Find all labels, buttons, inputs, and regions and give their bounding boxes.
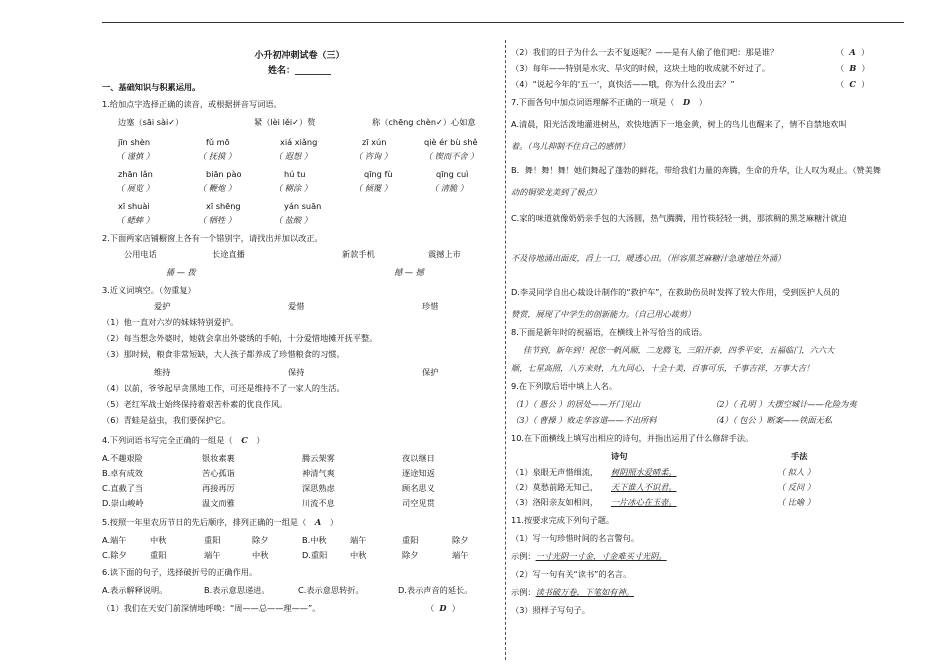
word-option: 爱惜	[288, 301, 305, 311]
answer-box: （ 盐酸 ）	[274, 215, 312, 225]
rhetoric-answer: （ 反问 ）	[777, 482, 815, 492]
shop-sign: 公用电话	[124, 249, 157, 259]
q5-close: ）	[329, 517, 339, 527]
q7-option-c-cont: 不及待地涌出面皮，舀上一口，暖透心田。（形容黑芝麻糖汁急速地往外涌）	[511, 253, 786, 263]
pinyin: xī shuài	[118, 201, 150, 211]
q6-answer-box: （ C ）	[836, 79, 870, 89]
q7-option-d: D.李灵同学自出心裁设计制作的“救护车”，在救助伤员时发挥了较大作用，受到医护人员的	[511, 287, 840, 297]
q3-sentence: （1）他一直对六岁的妹妹特别爱护。	[102, 317, 239, 327]
q7-close: ）	[698, 97, 707, 107]
answer-box: （ 咨询 ）	[354, 151, 392, 161]
q4-option-cell: 银妆素裹	[202, 453, 235, 463]
q2-stem: 2.下面两家店铺橱窗上各有一个错别字，请找出并加以改正。	[102, 233, 323, 243]
q9-item: （1）（ 愚公 ）的居处——开门见山	[511, 399, 641, 409]
q6-stem: 6.读下面的句子，选择破折号的正确作用。	[102, 567, 258, 577]
q6-option: A.表示解释说明。	[102, 585, 168, 595]
q6-sentence: （1）我们在天安门前深情地呼唤：“周——总——理——”。	[102, 603, 321, 613]
q4-stem	[102, 434, 265, 446]
pinyin: zī xún	[362, 137, 387, 147]
answer-box: （ 锲而不舍 ）	[424, 151, 479, 161]
answer-box: （ 谨慎 ）	[116, 151, 154, 161]
answer-box: （ 倾覆 ）	[354, 183, 392, 193]
q6-answer-box: （ B ）	[836, 63, 870, 73]
q9-item: （2）（ 孔明 ）大摆空城计——化险为夷	[711, 399, 857, 409]
q4-stem-text: 4.下列词语书写完全正确的一组是（	[102, 435, 233, 445]
pinyin: biān pào	[206, 169, 242, 179]
q6-answer: C	[849, 79, 856, 89]
q9-stem: 9.在下列歇后语中填上人名。	[511, 381, 618, 391]
q7-stem-text: 7.下面各句中加点词语理解不正确的一项是（	[511, 97, 675, 107]
q5-option-cell: 重阳	[150, 550, 167, 560]
answer-box: （ 展览 ）	[116, 183, 154, 193]
q4-option-cell: 温文而雅	[202, 498, 235, 508]
q5-stem	[102, 516, 338, 528]
top-rule	[102, 22, 904, 23]
pinyin: xiá xiǎng	[280, 137, 318, 147]
poem-answer: 一片冰心在玉壶。	[611, 497, 677, 507]
q6-answer: A	[849, 47, 856, 57]
example-answer: 读书破万卷，下笔如有神。	[535, 587, 634, 597]
example-label: 示例：	[511, 551, 536, 561]
answer-box: （ 鞭炮 ）	[198, 183, 236, 193]
q3-sentence: （5）老红军战士始终保持着艰苦朴素的优良作风。	[102, 399, 288, 409]
pinyin: qīng fù	[364, 169, 393, 179]
correction: 播 — 拨	[166, 267, 196, 277]
q11-example	[511, 550, 667, 562]
q4-option-cell: B.卓有成效	[102, 468, 143, 478]
poem-prompt: （3）洛阳亲友如相问，	[511, 497, 599, 507]
q6-sentence: （4）“说起今年的‘五一’，真快活——哦，你为什么没出去？”	[511, 79, 735, 89]
q7-option-b-cont: 动的铜梁龙美到了极点）	[511, 187, 602, 197]
q3-sentence: （3）那时候，粮食非常短缺，大人孩子都养成了珍惜粮食的习惯。	[102, 349, 345, 359]
q5-option-cell: 中秋	[350, 550, 367, 560]
q1-item: 边塞（sāi sài✓）	[118, 117, 184, 127]
q4-option-cell: A.不趣艰险	[102, 453, 143, 463]
q6-answer: D	[439, 603, 447, 613]
q6-answer: B	[849, 63, 857, 73]
page-title: 小升初冲刺试卷（三）	[254, 51, 345, 61]
q11-task: （3）照样子写句子。	[511, 605, 590, 615]
q10-stem: 10.在下面横线上填写出相应的诗句，并指出运用了什么修辞手法。	[511, 433, 754, 443]
poem-answer: 天下谁人不识君。	[611, 482, 677, 492]
q3-sentence: （6）青蛙是益虫，我们要保护它。	[102, 415, 231, 425]
q4-option-cell: 神清气爽	[302, 468, 335, 478]
q1-stem: 1.给加点字选择正确的读音，或根据拼音写词语。	[102, 99, 282, 109]
example-answer: 一寸光阴一寸金，寸金难买寸光阴。	[535, 551, 667, 561]
answer-box: （ 遐想 ）	[274, 151, 312, 161]
q4-option-cell: 顾名思义	[402, 483, 435, 493]
q7-option-b: B．舞！舞！舞！她们舞起了蓬勃的鲜花，带给我们力量的奔腾，生命的升华，让人叹为观止。（赞美舞	[511, 165, 881, 175]
example-label: 示例：	[511, 587, 536, 597]
rhetoric-answer: （ 拟人 ）	[777, 467, 815, 477]
answer-box: （ 蟋蟀 ）	[116, 215, 154, 225]
q4-option-cell: 深思熟虑	[302, 483, 335, 493]
answer-box: （ 抚摸 ）	[198, 151, 236, 161]
answer-box: （ 糊涂 ）	[274, 183, 312, 193]
q7-option-a: A.清晨，阳光活泼地灌进树丛，欢快地洒下一地金黄，树上的鸟儿也醒来了，情不自禁地欢叫	[511, 119, 847, 129]
word-option: 保护	[422, 367, 439, 377]
q11-task: （1）写一句珍惜时间的名言警句。	[511, 533, 640, 543]
q5-option-cell: 端午	[350, 535, 367, 545]
q10-header-method: 手法	[791, 451, 808, 461]
q11-example	[511, 586, 634, 598]
q6-answer-box: （ D ）	[426, 603, 460, 613]
answer-box: （ 牺牲 ）	[198, 215, 236, 225]
q6-option: B.表示意思递进。	[204, 585, 270, 595]
pinyin: jīn shèn	[118, 137, 151, 147]
word-option: 维持	[154, 367, 171, 377]
pinyin: zhān lǎn	[118, 169, 153, 179]
pinyin: yán suān	[284, 201, 322, 211]
q5-option-cell: D.重阳	[302, 550, 328, 560]
q8-line: 佳节到，新年到！祝您一帆风顺，二龙腾飞，三阳开泰，四季平安，五福临门，六六大	[523, 345, 835, 355]
q4-option-cell: 再接再厉	[202, 483, 235, 493]
name-field[interactable]: 姓名：________	[267, 66, 331, 76]
q4-close: ）	[256, 435, 265, 445]
q5-option-cell: A.端午	[102, 535, 127, 545]
column-divider	[505, 40, 506, 660]
q8-line: 顺，七星高照，八方来财，九九同心，十全十美，百事可乐，千事吉祥，万事大吉！	[511, 363, 814, 373]
word-option: 保持	[288, 367, 305, 377]
pinyin: fǔ mō	[206, 137, 230, 147]
word-option: 爱护	[154, 301, 171, 311]
pinyin: hú tu	[284, 169, 306, 179]
poem-prompt: （2）莫愁前路无知己，	[511, 482, 599, 492]
q3-stem: 3.近义词填空。（勿重复）	[102, 285, 196, 295]
poem-prompt: （1）泉眼无声惜细流，	[511, 467, 599, 477]
shop-sign: 长途直播	[212, 249, 245, 259]
word-option: 珍惜	[422, 301, 439, 311]
q1-item: 紧（lèi lěi✓）赘	[254, 117, 316, 127]
q4-option-cell: 苦心孤诣	[202, 468, 235, 478]
shop-sign: 震撼上市	[428, 249, 461, 259]
q4-option-cell: 川流不息	[302, 498, 335, 508]
q3-sentence: （4）以前，爷爷起早贪黑地工作，可还是维持不了一家人的生活。	[102, 383, 345, 393]
q5-option-cell: 除夕	[402, 550, 419, 560]
q5-option-cell: 端午	[204, 550, 221, 560]
q5-option-cell: B.中秋	[302, 535, 327, 545]
q11-stem: 11.按要求完成下列句子题。	[511, 515, 615, 525]
pinyin: qiè ér bù shě	[424, 137, 478, 147]
q6-option: C.表示意思转折。	[298, 585, 364, 595]
q5-option-cell: 重阳	[204, 535, 221, 545]
q5-option-cell: 端午	[452, 550, 469, 560]
q1-item: 称（chēng chèn✓）心如意	[372, 117, 476, 127]
q4-option-cell: 逐途知返	[402, 468, 435, 478]
q7-option-a-cont: 着。（鸟儿抑制不住自己的感情）	[511, 141, 630, 151]
q5-option-cell: 除夕	[252, 535, 269, 545]
pinyin: xī shēng	[206, 201, 241, 211]
q7-stem	[511, 96, 707, 108]
q4-option-cell: 腾云架雾	[302, 453, 335, 463]
pinyin: qīng cuì	[436, 169, 469, 179]
rhetoric-answer: （ 比喻 ）	[777, 497, 815, 507]
q7-answer: D	[682, 97, 691, 107]
q7-option-c: C.家的味道就像奶奶亲手包的大汤圆，热气腾腾，用竹筷轻轻一挑，那浓稠的黑芝麻糖汁就迫	[511, 213, 847, 223]
q4-option-cell: 司空见贯	[402, 498, 435, 508]
q6-answer-box: （ A ）	[836, 47, 870, 57]
q5-option-cell: 重阳	[402, 535, 419, 545]
q5-option-cell: 中秋	[150, 535, 167, 545]
q5-option-cell: 中秋	[252, 550, 269, 560]
q4-answer: C	[241, 435, 248, 445]
q6-sentence: （3）每年——特别是水灾、旱灾的时候，这块土地的收成就不好过了。	[511, 63, 771, 73]
q8-stem: 8.下面是新年时的祝福语，在横线上补写恰当的成语。	[511, 327, 708, 337]
poem-answer: 树阴照水爱晴柔。	[611, 467, 677, 477]
q4-option-cell: C.直截了当	[102, 483, 144, 493]
section-heading: 一、基础知识与积累运用。	[102, 82, 201, 92]
q4-option-cell: D.崇山峻岭	[102, 498, 144, 508]
correction: 撼 — 撼	[394, 267, 424, 277]
q4-option-cell: 夜以继日	[402, 453, 435, 463]
q5-answer: A	[314, 517, 322, 527]
q5-stem-text: 5.按照一年里农历节日的先后顺序，排列正确的一组是（	[102, 517, 307, 527]
q10-header-poem: 诗句	[611, 451, 628, 461]
shop-sign: 新款手机	[342, 249, 375, 259]
q5-option-cell: 除夕	[452, 535, 469, 545]
q5-option-cell: C.除夕	[102, 550, 127, 560]
q7-option-d-cont: 赞赏，展现了中学生的创新能力。（自己用心裁剪）	[511, 309, 696, 319]
q9-item: （4）（ 包公 ）断案——铁面无私	[711, 415, 832, 425]
q6-option: D.表示声音的延长。	[398, 585, 473, 595]
q11-task: （2）写一句有关“读书”的名言。	[511, 569, 632, 579]
q9-item: （3）（ 曹操 ）败走华容道——不出所料	[511, 415, 657, 425]
answer-box: （ 清脆 ）	[430, 183, 468, 193]
q6-sentence: （2）我们的日子为什么一去不复返呢？——是有人偷了他们吧：那是谁？	[511, 47, 779, 57]
q3-sentence: （2）每当想念外婆时，她就会拿出外婆绣的手帕，十分爱惜地摊开抚平整。	[102, 333, 378, 343]
